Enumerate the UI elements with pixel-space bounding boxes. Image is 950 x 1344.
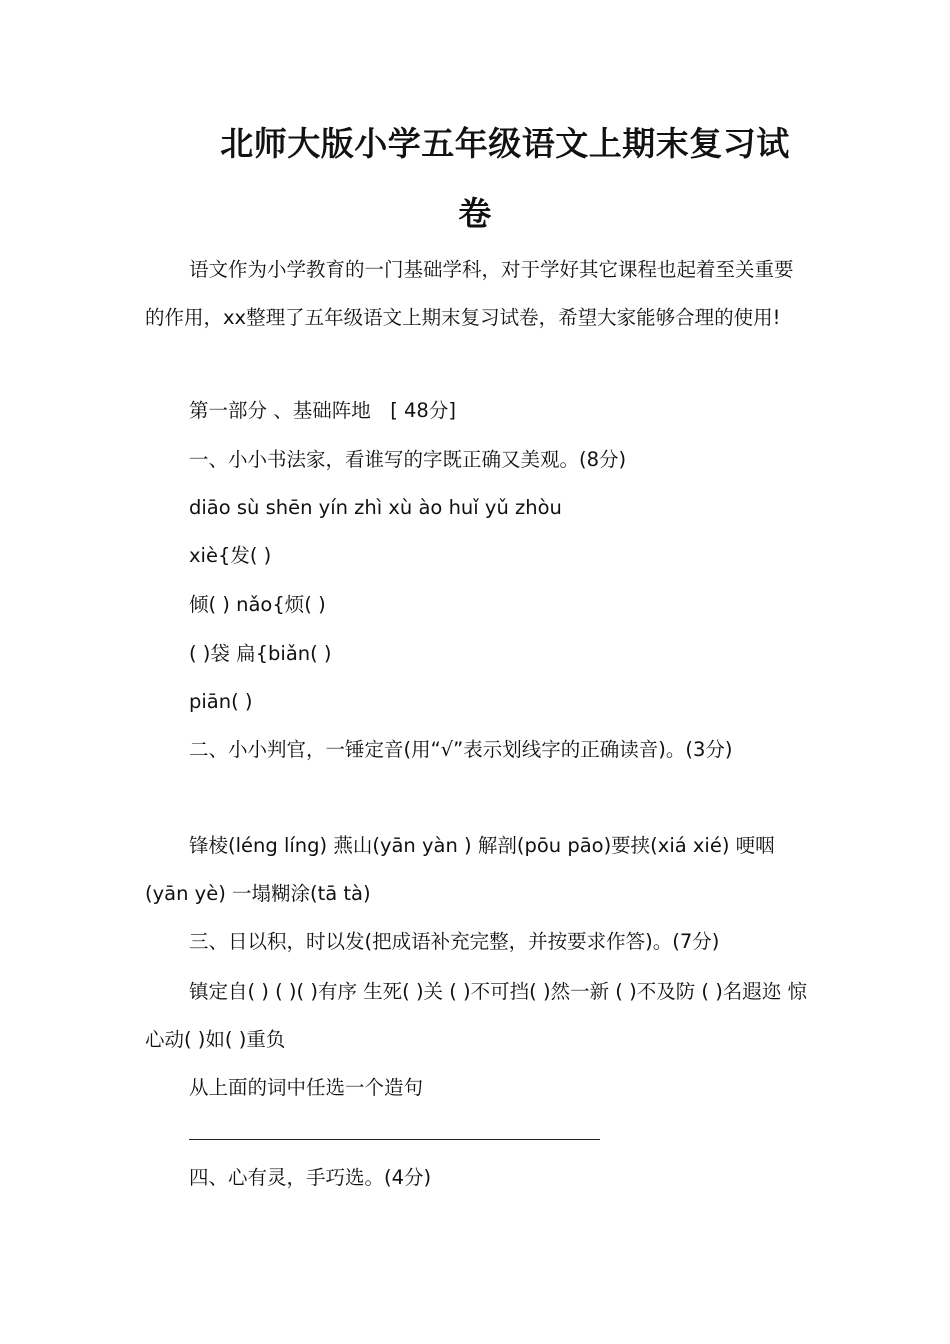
document-title-line1: 北师大版小学五年级语文上期末复习试: [220, 124, 790, 163]
question1-line4: [145, 678, 253, 726]
question4-heading-text: 四、心有灵，手巧选。(4分): [189, 1166, 432, 1189]
question1-pinyin-text: diāo sù shēn yín zhì xù ào huǐ yǔ zhòu: [189, 496, 562, 519]
part1-heading: [145, 387, 456, 435]
question3-heading: [145, 918, 719, 966]
question4-heading: [145, 1154, 431, 1202]
question3-task-text: 从上面的词中任选一个造句: [189, 1076, 424, 1099]
question1-line2: [145, 581, 326, 629]
question3-task: [145, 1064, 423, 1112]
question1-line1: [145, 532, 271, 580]
question1-line4-text: piān( ): [189, 690, 253, 713]
question1-line3-text: ( )袋 扁{biǎn( ): [189, 642, 332, 665]
question2-heading: 二、小小判官，一锤定音(用“√”表示划线字的正确读音)。(3分): [189, 738, 733, 761]
question1-line3: [145, 630, 332, 678]
part1-heading-text: 第一部分 、基础阵地 [ 48分]: [189, 399, 456, 422]
intro-paragraph: 语文作为小学教育的一门基础学科，对于学好其它课程也起着至关重要的作用，xx整理了五年级语文上期末复习试卷，希望大家能够合理的使用!: [145, 258, 794, 329]
question1-line2-text: 倾( ) nǎo{烦( ): [189, 593, 326, 616]
question2-items: 锋棱(léng líng) 燕山(yān yàn ) 解剖(pōu pāo)要挟(xiá xié) 哽咽(yān yè) 一塌糊涂(tā tà): [145, 834, 775, 905]
question1-pinyin: [145, 484, 562, 532]
document-title-line2: 卷: [458, 194, 492, 233]
question1-line1-text: xiè{发( ): [189, 544, 272, 567]
question1-heading: [145, 436, 626, 484]
question3-heading-text: 三、日以积，时以发(把成语补充完整，并按要求作答)。(7分): [189, 930, 720, 953]
answer-blank-line: [189, 1139, 600, 1140]
question1-heading-text: 一、小小书法家，看谁写的字既正确又美观。(8分): [189, 448, 627, 471]
question3-items: 镇定自( ) ( )( )有序 生死( )关 ( )不可挡( )然一新 ( )不及防 ( )名遐迩 惊心动( )如( )重负: [145, 980, 808, 1051]
